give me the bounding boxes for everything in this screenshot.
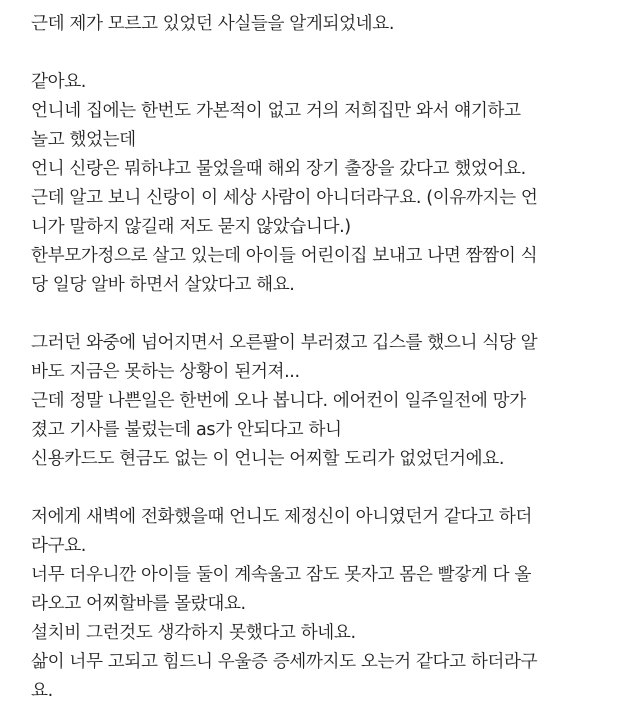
blank-line (31, 474, 623, 503)
text-line: 당 일당 알바 하면서 살았다고 해요. (31, 275, 295, 295)
text-line: 언니 신랑은 뭐하냐고 물었을때 해외 장기 출장을 갔다고 했었어요. (31, 159, 526, 179)
text-line: 근데 제가 모르고 있었던 사실들을 알게되었네요. (31, 14, 395, 34)
text-line: 니가 말하지 않길래 저도 묻지 않았습니다.) (31, 217, 351, 237)
document-body (31, 10, 623, 706)
blank-line (31, 300, 623, 329)
text-line: 설치비 그런것도 생각하지 못했다고 하네요. (31, 623, 356, 643)
text-line: 놀고 했었는데 (31, 130, 136, 150)
text-line: 근데 알고 보니 신랑이 이 세상 사람이 아니더라구요. (이유까지는 언 (31, 188, 538, 208)
text-line: 언니네 집에는 한번도 가본적이 없고 거의 저희집만 와서 얘기하고 (31, 101, 521, 121)
text-line: 졌고 기사를 불렀는데 as가 안되다고 하니 (31, 420, 342, 440)
blank-line (31, 39, 623, 68)
text-line: 저에게 새벽에 전화했을때 언니도 제정신이 아니였던거 같다고 하더 (31, 507, 533, 527)
text-line: 라구요. (31, 536, 86, 556)
text-line: 근데 정말 나쁜일은 한번에 오나 봅니다. 에어컨이 일주일전에 망가 (31, 391, 526, 411)
text-line: 그러던 와중에 넘어지면서 오른팔이 부러졌고 깁스를 했으니 식당 알 (31, 333, 538, 353)
text-line: 신용카드도 현금도 없는 이 언니는 어찌할 도리가 없었던거에요. (31, 449, 505, 469)
text-line: 바도 지금은 못하는 상황이 된거져... (31, 362, 300, 382)
text-line: 라오고 어찌할바를 몰랐대요. (31, 594, 246, 614)
text-line: 삶이 너무 고되고 힘드니 우울증 증세까지도 오는거 같다고 하더라구 (31, 652, 538, 672)
text-line: 너무 더우니깐 아이들 둘이 계속울고 잠도 못자고 몸은 빨갛게 다 올 (31, 565, 532, 585)
text-line: 같아요. (31, 72, 86, 92)
text-line: 요. (31, 681, 53, 701)
text-line: 한부모가정으로 살고 있는데 아이들 어린이집 보내고 나면 짬짬이 식 (31, 246, 538, 266)
